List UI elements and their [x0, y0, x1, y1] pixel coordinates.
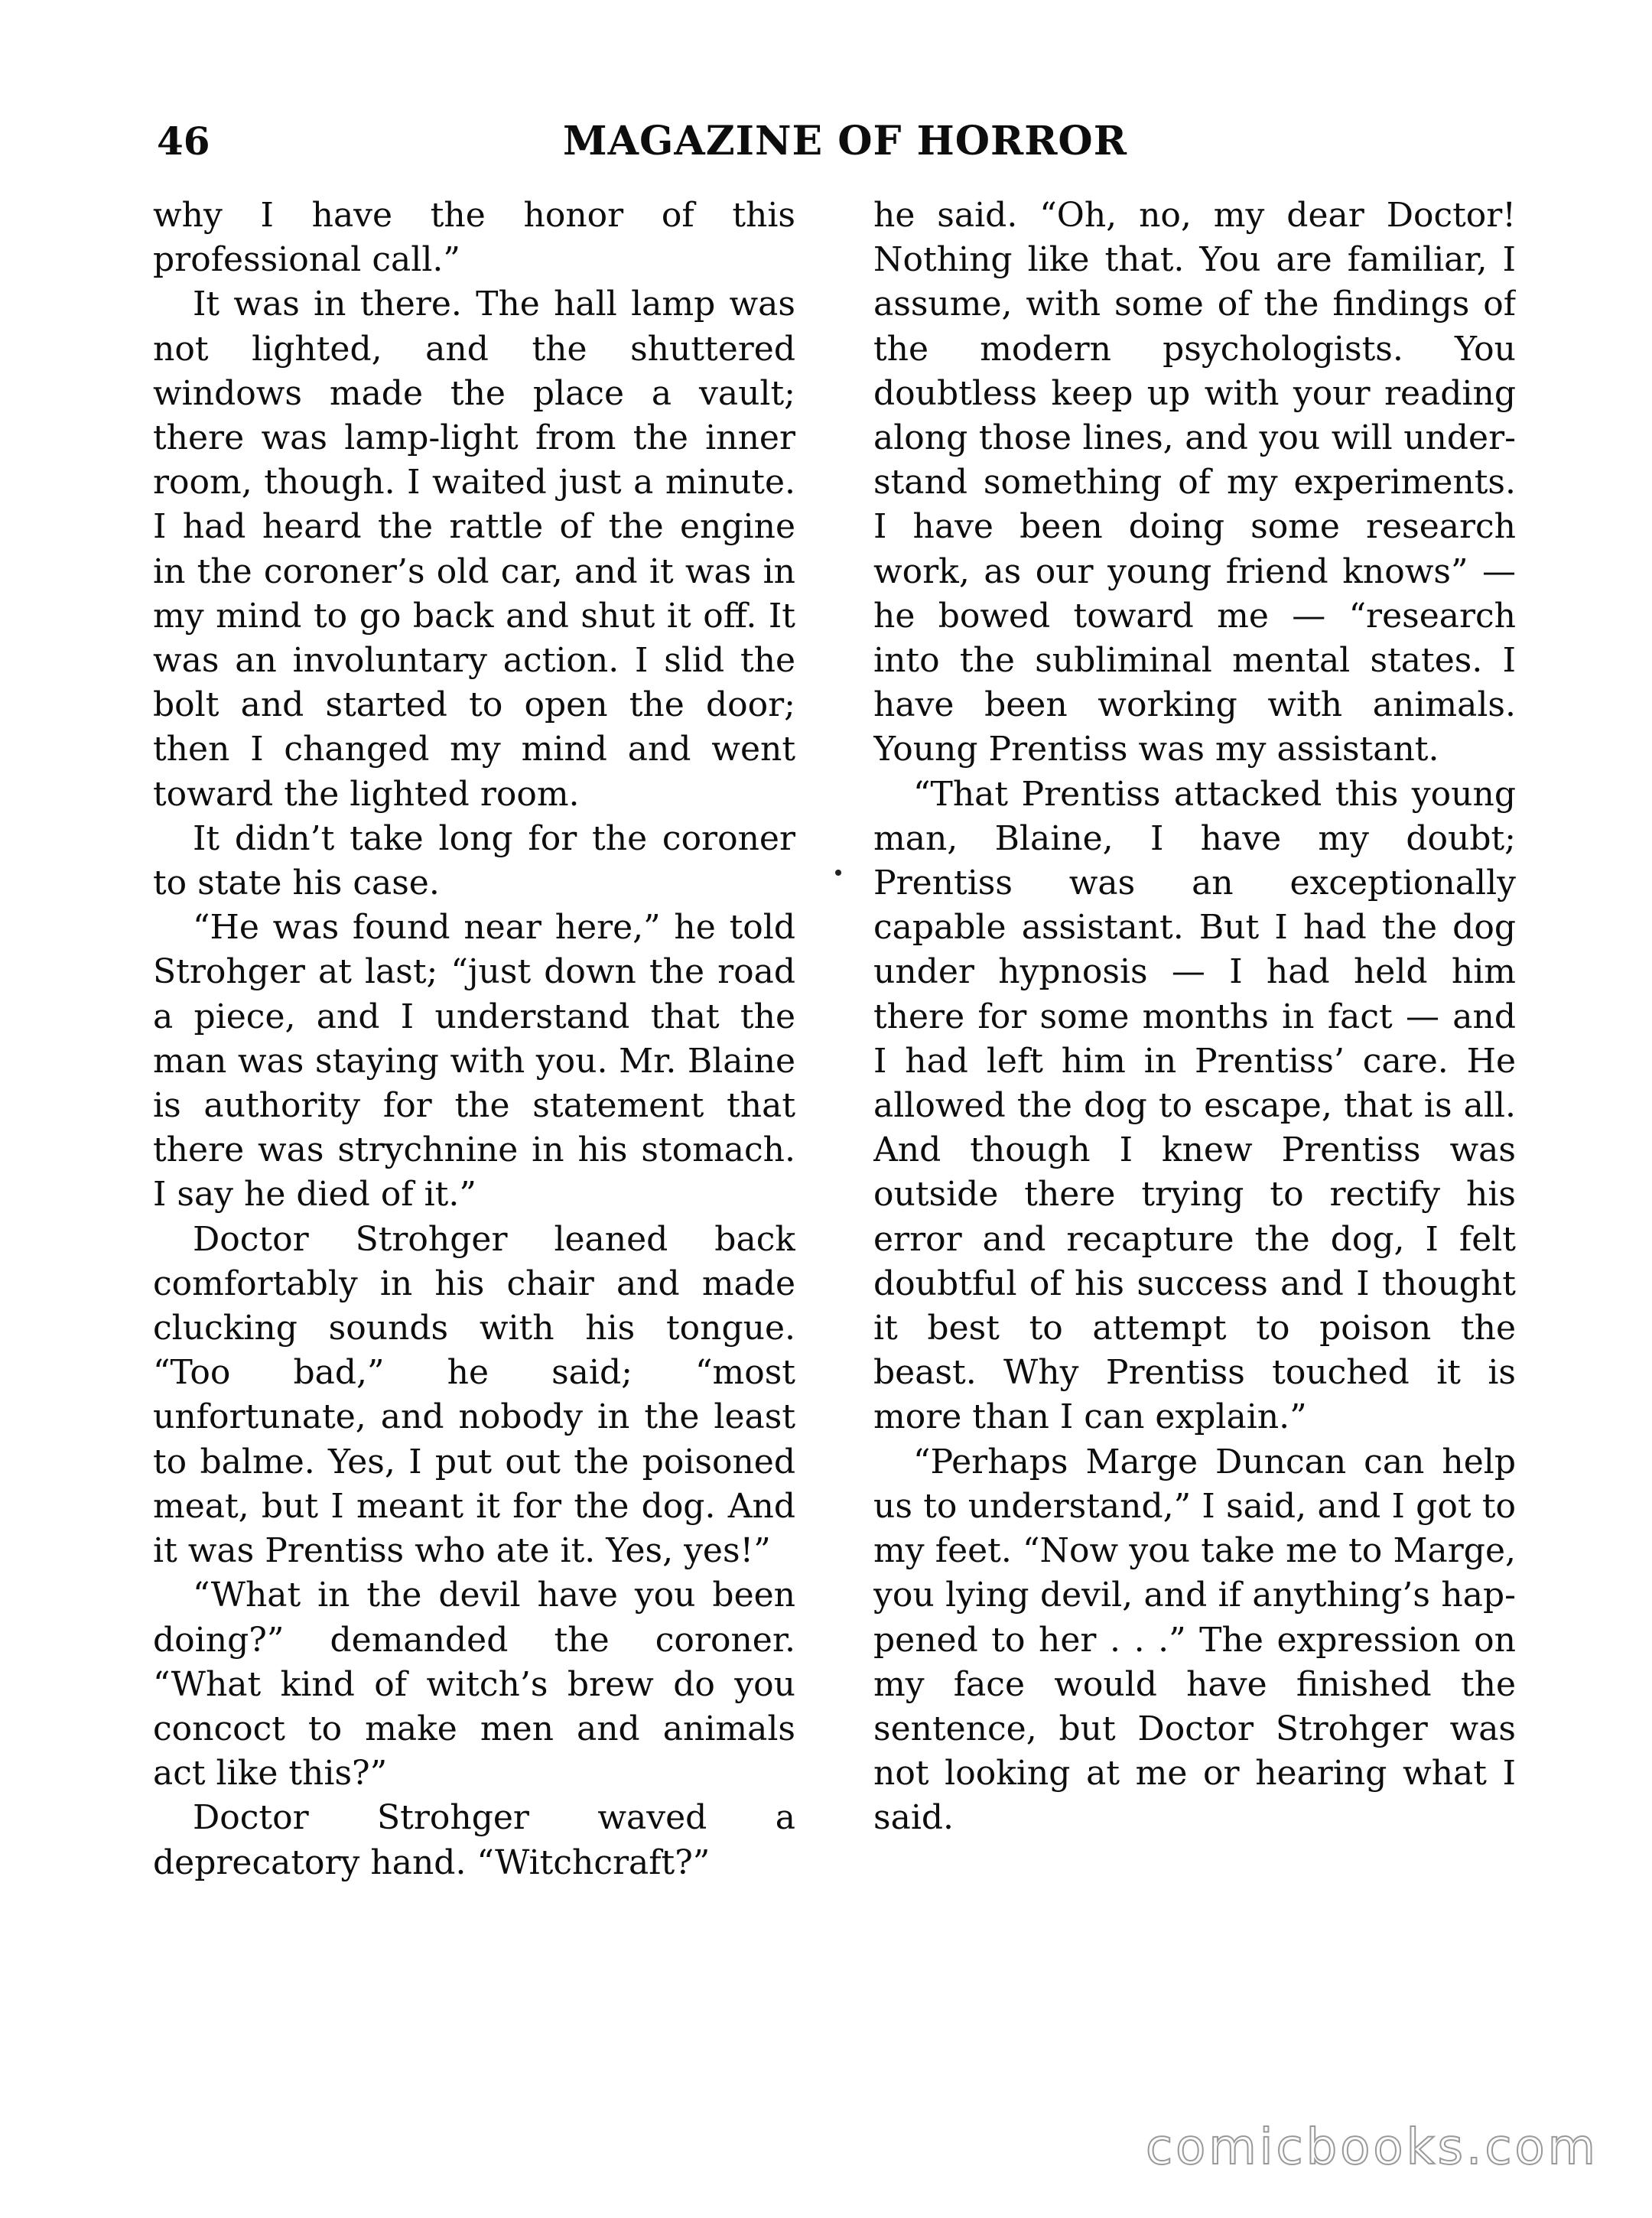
watermark: comicbooks.com: [1145, 2119, 1598, 2176]
margin-dot: [835, 870, 841, 876]
left-column: [153, 194, 795, 2067]
paragraph: Doctor Strohger leaned back comfortably in his chair and made clucking sounds with his tongue. “Too bad,” he said; “most unfortunate, and nobody in the least to balme. Yes, I put out the poisoned meat, but I meant it for the dog. And it was Prentiss who ate it. Yes, yes!”: [153, 1219, 795, 1571]
paragraph: “What in the devil have you been doing?” demanded the coroner. “What kind of witch’s brew do you concoct to make men and animals act like this?”: [153, 1576, 795, 1794]
paragraph: “He was found near here,” he told Strohger at last; “just down the road a piece, and I understand that the man was staying with you. Mr. Blaine is authority for the statement that there was strychnine in his stomach. I say he died of it.”: [153, 908, 795, 1215]
paragraph: It didn’t take long for the coroner to state his case.: [153, 818, 795, 903]
paragraph: Doctor Strohger waved a deprecatory hand. “Witchcraft?”: [153, 1798, 795, 1882]
running-title: MAGAZINE OF HORROR: [563, 118, 1127, 164]
paragraph: It was in there. The hall lamp was not lighted, and the shuttered windows made the place a vault; there was lamp-light from the inner room, though. I waited just a minute. I had heard the rattle of the engine in the coroner’s old car, and it was in my mind to go back and shut it off. It was an involuntary action. I slid the bolt and started to open the door; then I changed my mind and went toward the lighted room.: [153, 285, 795, 814]
paragraph: “That Prentiss attacked this young man, Blaine, I have my doubt; Prentiss was an exceptionally capable assistant. But I had the dog under hypnosis — I had held him there for some months in fact — and I had left him in Prentiss’ care. He allowed the dog to escape, that is all. And though I knew Prentiss was outside there trying to rectify his error and recapture the dog, I felt doubtful of his success and I thought it best to attempt to poison the beast. Why Prentiss touched it is more than I can explain.”: [873, 774, 1516, 1437]
page-number: 46: [157, 119, 210, 164]
paragraph: “Perhaps Marge Duncan can help us to understand,” I said, and I got to my feet. “Now you take me to Marge, you lying devil, and if anything’s happened to her . . .” The expression on my face would have finished the sentence, but Doctor Strohger was not looking at me or hearing what I said.: [873, 1442, 1516, 1838]
paragraph: why I have the honor of this professional call.”: [153, 196, 795, 280]
page-header: [157, 115, 1533, 168]
paragraph: he said. “Oh, no, my dear Doctor! Nothing like that. You are familiar, I assume, with some of the findings of the modern psychologists. You doubtless keep up with your reading along those lines, and you will understand something of my experiments. I have been doing some research work, as our young friend knows” — he bowed toward me — “research into the subliminal mental states. I have been working with animals. Young Prentiss was my assistant.: [873, 196, 1516, 769]
right-column: [873, 194, 1516, 2067]
